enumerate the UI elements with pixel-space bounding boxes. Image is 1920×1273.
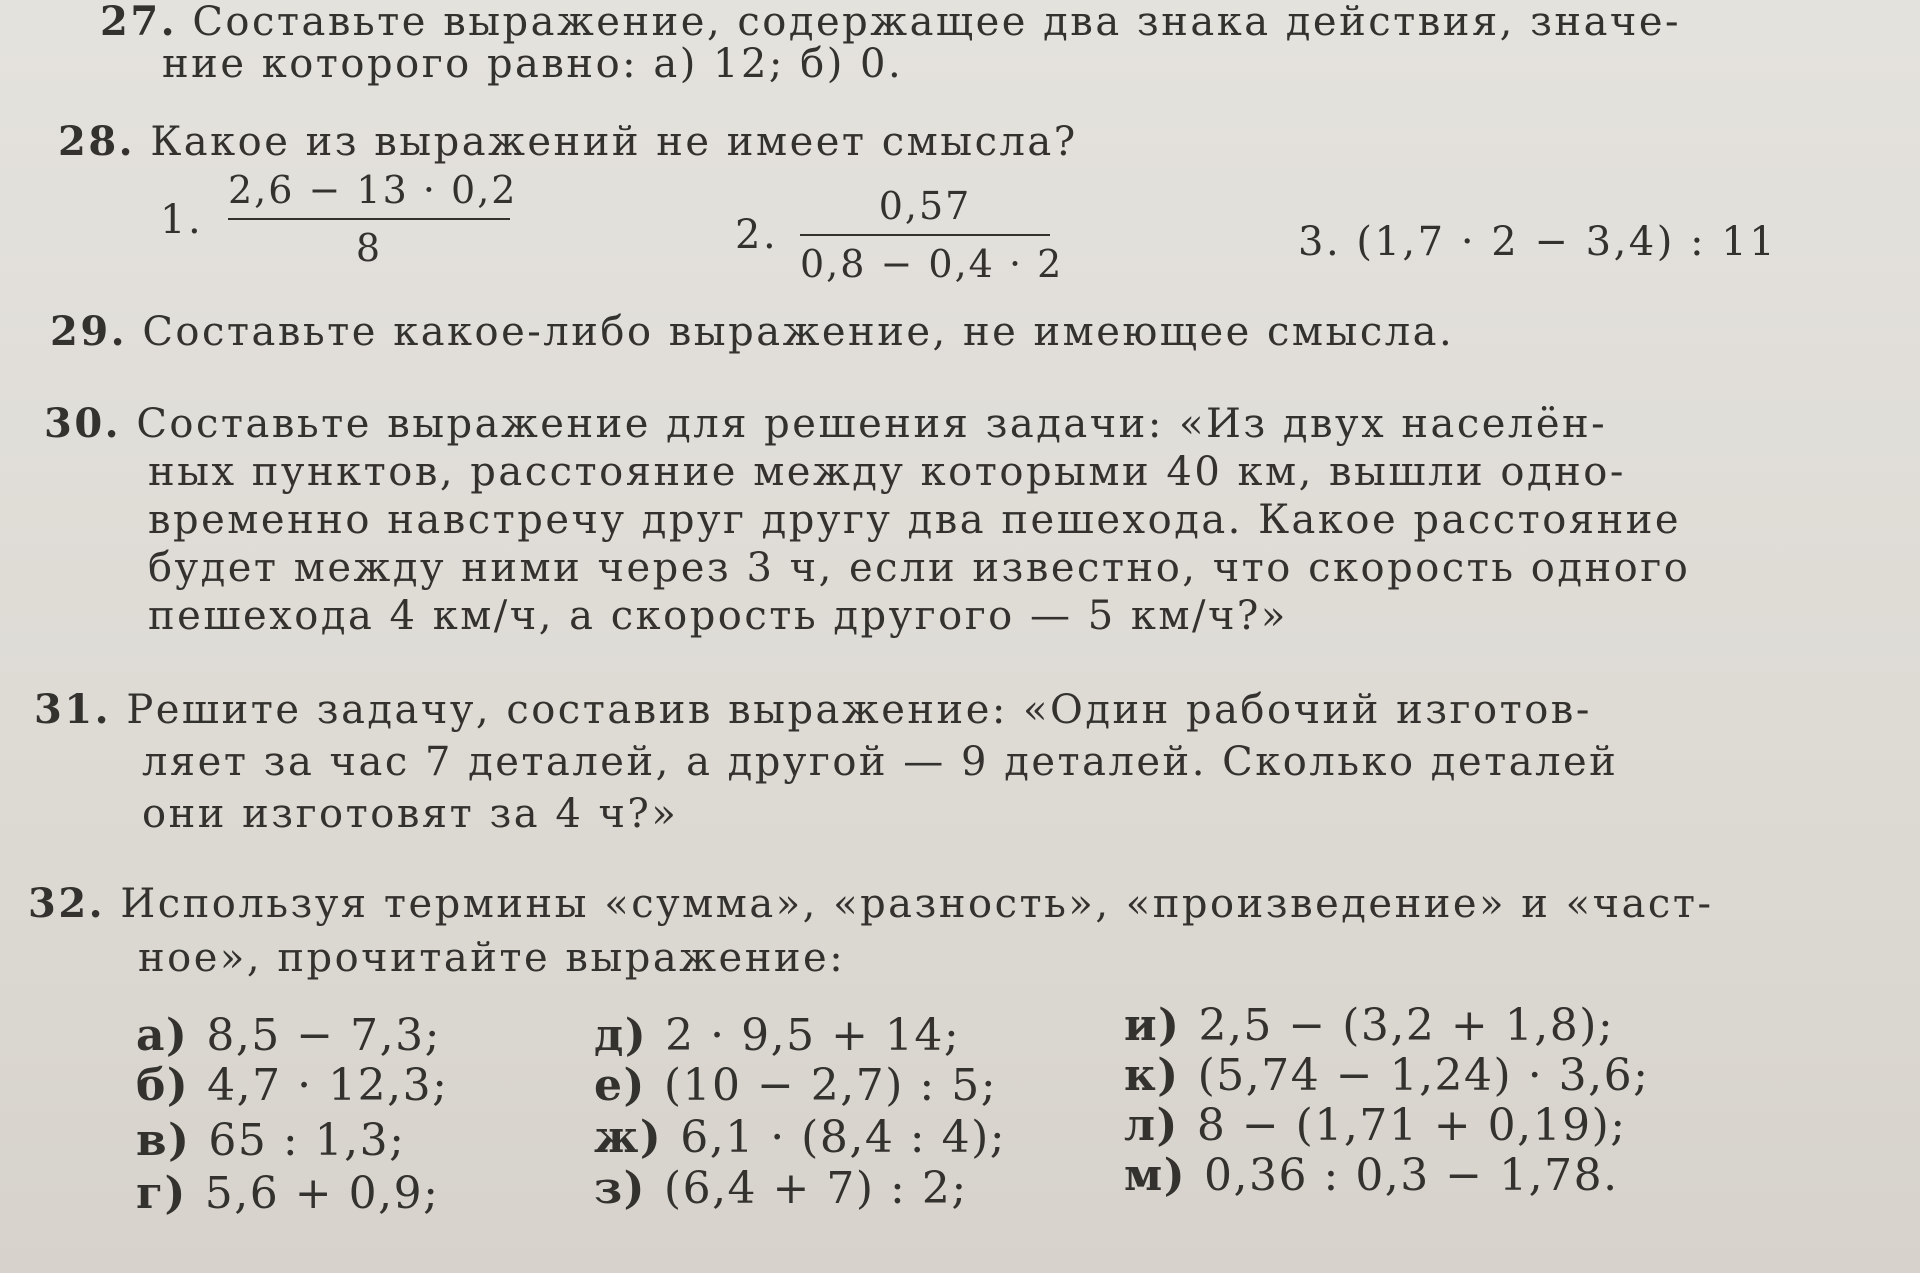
option-1-denominator: 8 — [355, 226, 383, 270]
exercise-28-line-1 — [58, 118, 1078, 165]
exercise-30-line-3: временно навстречу друг другу два пешехода. Какое расстояние — [148, 497, 1682, 543]
expression-v: в) 65 : 1,3; — [136, 1115, 406, 1166]
exercise-28-number: 28. — [58, 118, 136, 165]
expression-zh: ж) 6,1 · (8,4 : 4); — [594, 1112, 1007, 1163]
exercise-29-number: 29. — [50, 308, 128, 355]
fraction-bar — [228, 218, 510, 220]
expression-k: к) (5,74 − 1,24) · 3,6; — [1124, 1050, 1650, 1101]
expression-z: з) (6,4 + 7) : 2; — [594, 1163, 968, 1214]
option-2-denominator: 0,8 − 0,4 · 2 — [800, 242, 1064, 286]
exercise-31-line-1 — [34, 686, 1592, 733]
expression-i: и) 2,5 − (3,2 + 1,8); — [1124, 1000, 1615, 1051]
exercise-32-line-2: ное», прочитайте выражение: — [138, 935, 846, 981]
expression-g: г) 5,6 + 0,9; — [136, 1168, 440, 1219]
option-1-numerator: 2,6 − 13 · 0,2 — [228, 168, 518, 212]
exercise-30-line-5: пешехода 4 км/ч, а скорость другого — 5 км/ч?» — [148, 593, 1288, 639]
expression-m: м) 0,36 : 0,3 − 1,78. — [1124, 1150, 1619, 1201]
exercise-30-line-4: будет между ними через 3 ч, если известно, что скорость одного — [148, 545, 1691, 591]
expression-b: б) 4,7 · 12,3; — [136, 1060, 449, 1111]
exercise-30-line-2: ных пунктов, расстояние между которыми 40 км, вышли одно- — [148, 449, 1626, 495]
exercise-32-number: 32. — [28, 880, 106, 927]
exercise-32-line-1 — [28, 880, 1714, 927]
exercise-27-text-1: Составьте выражение, содержащее два знака действия, значе- — [192, 0, 1682, 45]
exercise-29-text: Составьте какое-либо выражение, не имеющее смысла. — [142, 309, 1455, 355]
exercise-30-line-1 — [44, 400, 1608, 447]
exercise-31-number: 31. — [34, 686, 112, 733]
expression-d: д) 2 · 9,5 + 14; — [594, 1010, 961, 1061]
option-2-fraction — [800, 184, 1064, 286]
exercise-31-line-3: они изготовят за 4 ч?» — [142, 791, 679, 837]
option-1-label: 1. — [160, 197, 204, 243]
exercise-27-line-2: ние которого равно: а) 12; б) 0. — [162, 41, 904, 87]
exercise-27-number: 27. — [100, 0, 178, 45]
expression-a: а) 8,5 − 7,3; — [136, 1010, 441, 1061]
exercise-31-line-2: ляет за час 7 деталей, а другой — 9 деталей. Сколько деталей — [142, 739, 1619, 785]
exercise-30-text-1: Составьте выражение для решения задачи: «Из двух населён- — [136, 401, 1608, 447]
exercise-31-text-1: Решите задачу, составив выражение: «Один рабочий изготов- — [126, 687, 1592, 733]
exercise-27-line-1 — [100, 0, 1682, 45]
option-2-numerator: 0,57 — [878, 184, 972, 228]
fraction-bar — [800, 234, 1050, 236]
exercise-32-text-1: Используя термины «сумма», «разность», «произведение» и «част- — [120, 881, 1714, 927]
exercise-28-question: Какое из выражений не имеет смысла? — [150, 119, 1078, 165]
option-3: 3. (1,7 · 2 − 3,4) : 11 — [1298, 219, 1778, 265]
option-2-label: 2. — [735, 212, 779, 258]
exercise-30-number: 30. — [44, 400, 122, 447]
expression-e: е) (10 − 2,7) : 5; — [594, 1060, 998, 1111]
expression-l: л) 8 − (1,71 + 0,19); — [1124, 1100, 1627, 1151]
option-1-fraction — [228, 168, 518, 270]
exercise-29-line — [50, 308, 1455, 355]
